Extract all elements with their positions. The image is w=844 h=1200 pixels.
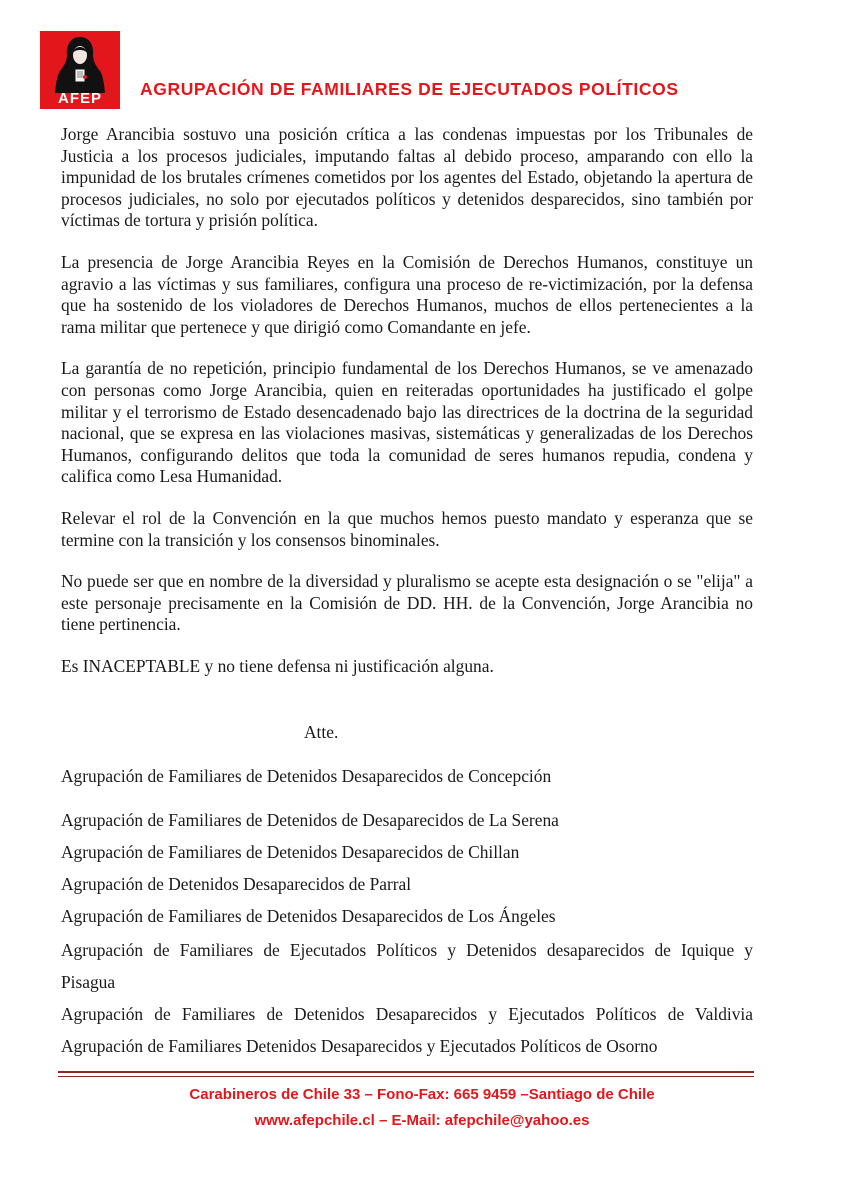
organization-title: AGRUPACIÓN DE FAMILIARES DE EJECUTADOS POLÍTICOS [140,79,679,99]
footer-address: Carabineros de Chile 33 – Fono-Fax: 665 9459 –Santiago de Chile [189,1086,655,1103]
signatory: Agrupación de Familiares de Detenidos Desaparecidos de Concepción [61,766,552,786]
letterhead [0,0,844,120]
afep-logo [40,31,120,109]
signatory: Agrupación de Familiares de Detenidos Desaparecidos y Ejecutados Políticos de Valdivia [61,1004,753,1024]
footer-divider [58,1076,754,1077]
signatory: Agrupación de Familiares de Detenidos Desaparecidos de Los Ángeles [61,906,556,926]
signatory: Agrupación de Familiares de Ejecutados Políticos y Detenidos desaparecidos de Iquique y [61,940,753,960]
footer-contact: www.afepchile.cl – E-Mail: afepchile@yahoo.es [254,1112,590,1129]
letter-body [61,124,753,697]
paragraph: Es INACEPTABLE y no tiene defensa ni justificación alguna. [61,655,494,676]
signatory: Pisagua [61,972,116,992]
logo-text: AFEP [57,90,102,107]
signatory: Agrupación de Detenidos Desaparecidos de Parral [61,874,412,894]
signatory: Agrupación de Familiares de Detenidos de Desaparecidos de La Serena [61,810,559,830]
paragraph: No puede ser que en nombre de la diversidad y pluralismo se acepte esta designación o se "elija" a este personaje precisamente en la Comisión de DD. HH. de la Convención, Jorge Arancibia no tiene pertinencia. [61,571,753,635]
paragraph: Relevar el rol de la Convención en la que muchos hemos puesto mandato y esperanza que se termine con la transición y los consensos binominales. [61,507,753,550]
paragraph: Jorge Arancibia sostuvo una posición crítica a las condenas impuestas por los Tribunales de Justicia a los procesos judiciales, imputando faltas al debido proceso, amparando con ello la impunidad de los brutales crímenes cometidos por los agentes del Estado, objetando la apertura de procesos judiciales, no solo por ejecutados políticos y detenidos desparecidos, sino también por víctimas de tortura y prisión política. [61,124,753,231]
footer-divider [58,1071,754,1073]
paragraph: La presencia de Jorge Arancibia Reyes en la Comisión de Derechos Humanos, constituye un agravio a las víctimas y sus familiares, configura una proceso de re-victimización, por la defensa que ha sostenido de los violadores de Derechos Humanos, muchos de ellos pertenecientes a la rama militar que pertenece y que dirigió como Comandante en jefe. [61,251,753,337]
paragraph: La garantía de no repetición, principio fundamental de los Derechos Humanos, se ve amenazado con personas como Jorge Arancibia, quien en reiteradas oportunidades ha justificado el golpe militar y el terrorismo de Estado desencadenado bajo las directrices de la doctrina de la seguridad nacional, que se expresa en las violaciones masivas, sistemáticas y generalizadas de los Derechos Humanos, configurando delitos que toda la comunidad de seres humanos repudia, condena y califica como Lesa Humanidad. [61,358,753,487]
signatory: Agrupación de Familiares de Detenidos Desaparecidos de Chillan [61,842,520,862]
closing: Atte. [304,722,339,742]
signatory: Agrupación de Familiares Detenidos Desaparecidos y Ejecutados Políticos de Osorno [61,1036,658,1056]
mourning-figure-icon [40,31,120,93]
